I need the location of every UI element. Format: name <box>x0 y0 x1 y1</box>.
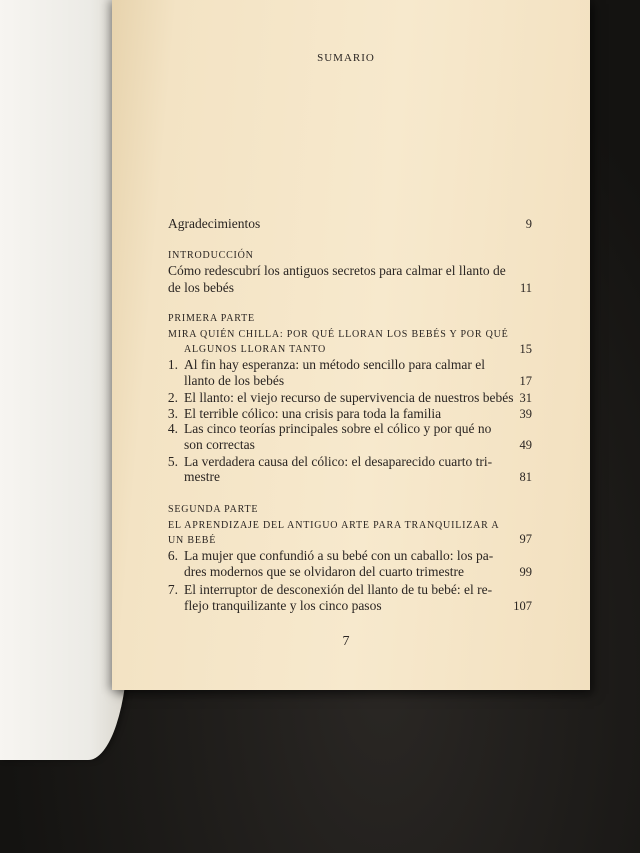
chapter-title: mestre <box>184 469 220 484</box>
chapter-title: El terrible cólico: una crisis para toda la familia <box>184 406 442 421</box>
chapter-page: 31 <box>519 391 532 405</box>
part-heading: SEGUNDA PARTE <box>168 504 259 515</box>
part-title: UN BEBÉ <box>168 535 217 546</box>
toc-entry-page: 9 <box>525 217 532 231</box>
chapter-title: Las cinco teorías principales sobre el cólico y por qué no <box>184 421 492 436</box>
part-heading: PRIMERA PARTE <box>168 313 255 324</box>
chapter-page: 39 <box>519 407 532 421</box>
chapter-title: dres modernos que se olvidaron del cuarto trimestre <box>184 564 465 579</box>
toc-entry-page: 11 <box>519 281 532 295</box>
section-heading: INTRODUCCIÓN <box>168 250 254 261</box>
part-title: MIRA QUIÉN CHILLA: POR QUÉ LLORAN LOS BEBÉS Y POR QUÉ <box>168 329 509 340</box>
toc-entry-label: Agradecimientos <box>168 216 261 231</box>
chapter-title: son correctas <box>184 437 255 452</box>
chapter-number: 7. <box>167 582 178 597</box>
chapter-title: El llanto: el viejo recurso de supervivencia de nuestros bebés <box>184 390 514 405</box>
chapter-title: La verdadera causa del cólico: el desaparecido cuarto tri- <box>184 454 493 469</box>
chapter-number: 2. <box>167 390 178 405</box>
left-page <box>0 0 128 760</box>
chapter-title: llanto de los bebés <box>184 373 285 388</box>
chapter-number: 1. <box>167 357 178 372</box>
page-number: 7 <box>342 634 350 649</box>
chapter-title: Al fin hay esperanza: un método sencillo para calmar el <box>184 357 486 372</box>
book-page <box>112 0 590 690</box>
toc-entry-page: 15 <box>519 342 532 356</box>
chapter-title: flejo tranquilizante y los cinco pasos <box>184 598 382 613</box>
chapter-number: 4. <box>167 421 178 436</box>
toc-entry-line: Cómo redescubrí los antiguos secretos para calmar el llanto de <box>168 263 506 278</box>
part-title: ALGUNOS LLORAN TANTO <box>184 344 327 355</box>
chapter-number: 6. <box>167 548 178 563</box>
toc-entry-line: de los bebés <box>168 280 234 295</box>
chapter-number: 3. <box>167 406 178 421</box>
chapter-page: 99 <box>519 565 532 579</box>
toc-entry-page: 97 <box>519 532 532 546</box>
chapter-page: 17 <box>519 374 532 388</box>
chapter-page: 49 <box>519 438 532 452</box>
chapter-page: 81 <box>519 470 532 484</box>
chapter-number: 5. <box>167 454 178 469</box>
chapter-page: 107 <box>513 599 532 613</box>
chapter-title: La mujer que confundió a su bebé con un caballo: los pa- <box>184 548 494 563</box>
page-title: SUMARIO <box>317 52 375 64</box>
chapter-title: El interruptor de desconexión del llanto de tu bebé: el re- <box>184 582 493 597</box>
part-title: EL APRENDIZAJE DEL ANTIGUO ARTE PARA TRANQUILIZAR A <box>168 520 500 531</box>
